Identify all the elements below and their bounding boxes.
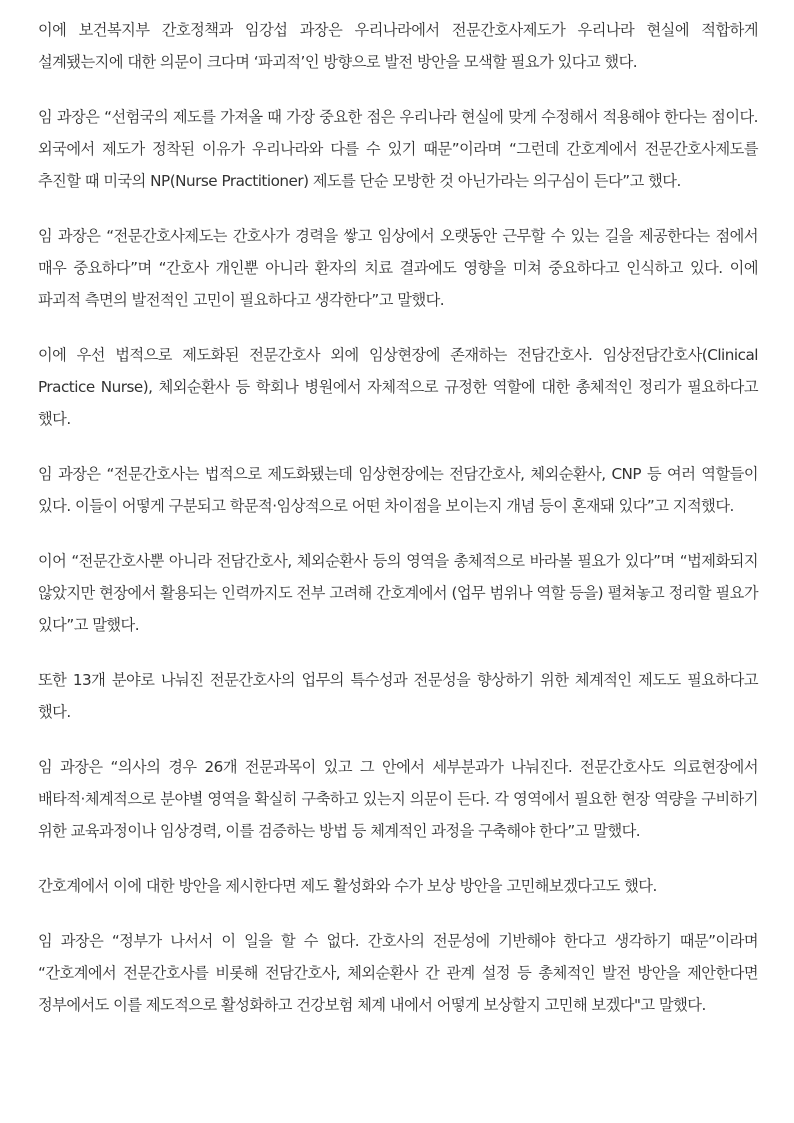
paragraph-1: 이에 보건복지부 간호정책과 임강섭 과장은 우리나라에서 전문간호사제도가 우리나라 현실에 적합하게 설계됐는지에 대한 의문이 크다며 ‘파괴적’인 방향으로 발전 방안을 모색할 필요가 있다고 했다. bbox=[38, 21, 758, 71]
paragraph-5: 임 과장은 “전문간호사는 법적으로 제도화됐는데 임상현장에는 전담간호사, 체외순환사, CNP 등 여러 역할들이 있다. 이들이 어떻게 구분되고 학문적·임상적으로 어떤 차이점을 보이는지 개념 등이 혼재돼 있다”고 지적했다. bbox=[38, 465, 758, 515]
paragraph-10: 임 과장은 “정부가 나서서 이 일을 할 수 없다. 간호사의 전문성에 기반해야 한다고 생각하기 때문”이라며 “간호계에서 전문간호사를 비롯해 전담간호사, 체외순환사 간 관계 설정 등 총체적인 발전 방안을 제안한다면 정부에서도 이를 제도적으로 활성화하고 건강보험 체계 내에서 어떻게 보상할지 고민해 보겠다"고 말했다. bbox=[38, 932, 758, 1014]
article-body bbox=[38, 14, 758, 1044]
paragraph-8: 임 과장은 “의사의 경우 26개 전문과목이 있고 그 안에서 세부분과가 나눠진다. 전문간호사도 의료현장에서 배타적·체계적으로 분야별 영역을 확실히 구축하고 있는지 의문이 든다. 각 영역에서 필요한 현장 역량을 구비하기 위한 교육과정이나 임상경력, 이를 검증하는 방법 등 체계적인 과정을 구축해야 한다”고 말했다. bbox=[38, 758, 759, 840]
paragraph-3: 임 과장은 “전문간호사제도는 간호사가 경력을 쌓고 임상에서 오랫동안 근무할 수 있는 길을 제공한다는 점에서 매우 중요하다”며 “간호사 개인뿐 아니라 환자의 치료 결과에도 영향을 미쳐 중요하다고 인식하고 있다. 이에 파괴적 측면의 발전적인 고민이 필요하다고 생각한다”고 말했다. bbox=[38, 227, 758, 309]
paragraph-4: 이에 우선 법적으로 제도화된 전문간호사 외에 임상현장에 존재하는 전담간호사. 임상전담간호사(Clinical Practice Nurse), 체외순환사 등 학회나 병원에서 자체적으로 규정한 역할에 대한 총체적인 정리가 필요하다고 했다. bbox=[38, 346, 758, 428]
paragraph-9: 간호계에서 이에 대한 방안을 제시한다면 제도 활성화와 수가 보상 방안을 고민해보겠다고도 했다. bbox=[38, 877, 657, 895]
paragraph-2: 임 과장은 “선험국의 제도를 가져올 때 가장 중요한 점은 우리나라 현실에 맞게 수정해서 적용해야 한다는 점이다. 외국에서 제도가 정착된 이유가 우리나라와 다를 수 있기 때문”이라며 “그런데 간호계에서 전문간호사제도를 추진할 때 미국의 NP(Nurse Practitioner) 제도를 단순 모방한 것 아닌가라는 의구심이 든다”고 했다. bbox=[38, 108, 758, 190]
paragraph-6: 이어 “전문간호사뿐 아니라 전담간호사, 체외순환사 등의 영역을 총체적으로 바라볼 필요가 있다”며 “법제화되지 않았지만 현장에서 활용되는 인력까지도 전부 고려해 간호계에서 (업무 범위나 역할 등을) 펼쳐놓고 정리할 필요가 있다”고 말했다. bbox=[38, 552, 758, 634]
paragraph-7: 또한 13개 분야로 나눠진 전문간호사의 업무의 특수성과 전문성을 향상하기 위한 체계적인 제도도 필요하다고 했다. bbox=[38, 671, 758, 721]
